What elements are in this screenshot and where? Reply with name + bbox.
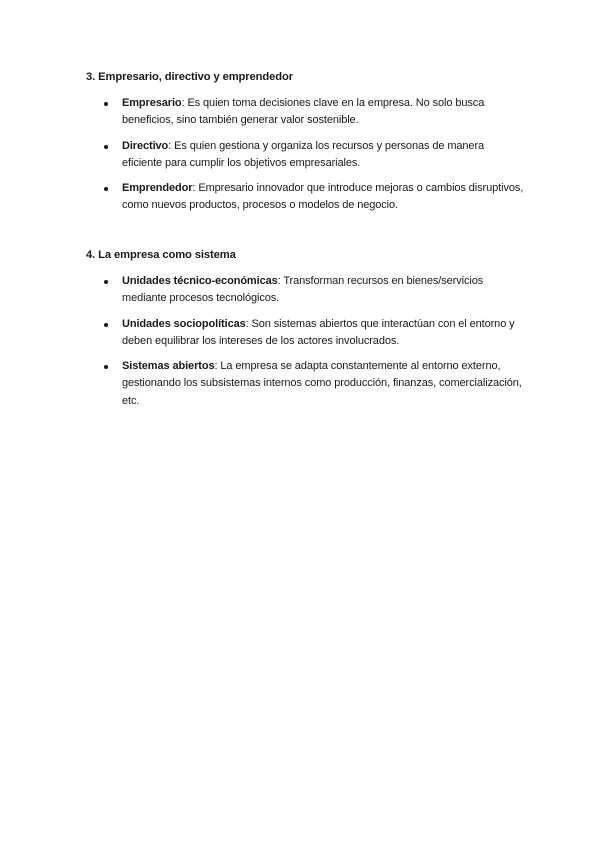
item-term: Emprendedor — [122, 182, 193, 195]
bullet-icon — [104, 187, 108, 191]
list-item — [86, 180, 526, 215]
bullet-list — [86, 273, 526, 410]
item-text: : Es quien toma decisiones clave en la empresa. No solo busca beneficios, sino también generar valor sostenible. — [122, 97, 485, 127]
item-text: : Empresario innovador que introduce mejoras o cambios disruptivos, como nuevos productos, procesos o modelos de negocio. — [122, 182, 524, 212]
item-term: Unidades sociopolíticas — [122, 317, 246, 330]
item-term: Unidades técnico-económicas — [122, 275, 278, 287]
item-text: : Es quien gestiona y organiza los recursos y personas de manera eficiente para cumplir los objetivos empresariales. — [122, 139, 485, 169]
section-empresa-como-sistema — [86, 247, 526, 418]
list-item — [86, 316, 526, 351]
list-item — [86, 273, 526, 308]
item-text: : Son sistemas abiertos que interactúan con el entorno y deben equilibrar los intereses de los actores involucrados. — [122, 317, 515, 347]
section-heading: 4. La empresa como sistema — [86, 249, 236, 261]
bullet-icon — [104, 280, 108, 284]
item-text: : La empresa se adapta constantemente al entorno externo, gestionando los subsistemas internos como producción, finanzas, comercialización, etc. — [122, 360, 522, 407]
list-item — [86, 95, 526, 130]
list-item — [86, 138, 526, 173]
item-text: : Transforman recursos en bienes/servicios mediante procesos tecnológicos. — [122, 275, 484, 305]
section-empresario-directivo-emprendedor — [86, 69, 526, 223]
bullet-icon — [104, 102, 108, 106]
bullet-icon — [104, 365, 108, 369]
item-term: Sistemas abiertos — [122, 360, 215, 373]
bullet-icon — [104, 145, 108, 149]
list-item — [86, 358, 526, 410]
item-term: Empresario — [122, 97, 182, 109]
section-heading: 3. Empresario, directivo y emprendedor — [86, 71, 293, 83]
item-term: Directivo — [122, 139, 169, 152]
bullet-list — [86, 95, 526, 215]
bullet-icon — [104, 323, 108, 327]
